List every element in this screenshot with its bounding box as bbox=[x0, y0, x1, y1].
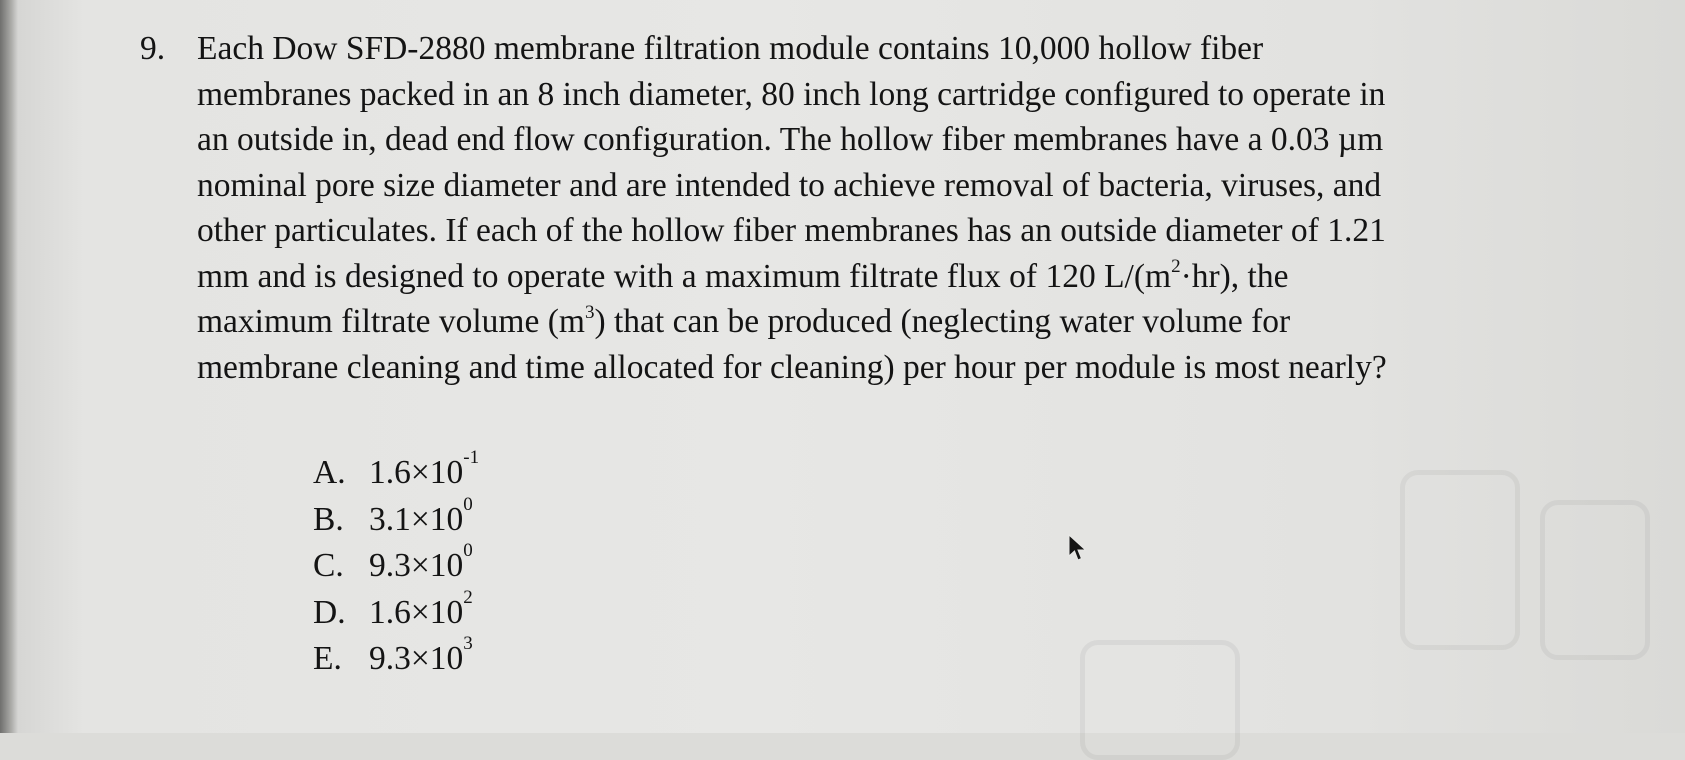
option-exponent: 3 bbox=[463, 633, 473, 654]
question-block bbox=[140, 26, 1560, 390]
option-mantissa: 1.6×10 bbox=[369, 454, 464, 491]
option-e bbox=[313, 633, 479, 683]
line-text: ·hr), the bbox=[1180, 257, 1289, 295]
option-b bbox=[313, 493, 479, 544]
question-line: membrane cleaning and time allocated for cleaning) per hour per module is most nearly? bbox=[197, 348, 1387, 386]
question-line: an outside in, dead end flow configuration. The hollow fiber membranes have a 0.03 µm bbox=[197, 121, 1384, 158]
question-number: 9. bbox=[140, 30, 166, 67]
option-exponent: 0 bbox=[463, 493, 473, 515]
option-a bbox=[313, 447, 480, 497]
option-exponent: 2 bbox=[463, 586, 473, 608]
show-through-mark bbox=[1400, 470, 1520, 650]
option-c bbox=[313, 540, 479, 590]
option-exponent: -1 bbox=[463, 447, 480, 468]
superscript: 2 bbox=[1171, 256, 1181, 278]
line-text: ) that can be produced (neglecting water volume for bbox=[594, 303, 1291, 340]
option-letter: A. bbox=[313, 454, 346, 491]
mouse-pointer-icon bbox=[1067, 534, 1091, 562]
show-through-mark bbox=[1080, 640, 1240, 760]
option-letter: B. bbox=[313, 500, 344, 538]
option-mantissa: 9.3×10 bbox=[369, 640, 464, 677]
answer-options bbox=[313, 447, 480, 683]
option-letter: E. bbox=[313, 640, 342, 677]
line-text: mm and is designed to operate with a maximum filtrate flux of 120 L/(m bbox=[197, 257, 1172, 295]
option-mantissa: 9.3×10 bbox=[369, 547, 464, 584]
line-text: maximum filtrate volume (m bbox=[197, 303, 585, 340]
option-exponent: 0 bbox=[463, 540, 473, 561]
question-line bbox=[197, 299, 1560, 345]
question-line: nominal pore size diameter and are intended to achieve removal of bacteria, viruses, and bbox=[197, 166, 1382, 204]
question-line: Each Dow SFD-2880 membrane filtration module contains 10,000 hollow fiber bbox=[197, 30, 1264, 67]
question-line bbox=[197, 254, 1560, 300]
question-line: other particulates. If each of the hollow fiber membranes has an outside diameter of 1.21 bbox=[197, 212, 1386, 249]
option-mantissa: 1.6×10 bbox=[369, 593, 464, 631]
question-text bbox=[197, 26, 1560, 390]
option-letter: C. bbox=[313, 547, 344, 584]
question-line: membranes packed in an 8 inch diameter, 80 inch long cartridge configured to operate in bbox=[197, 75, 1386, 113]
option-mantissa: 3.1×10 bbox=[369, 500, 464, 538]
option-d bbox=[313, 586, 479, 637]
superscript: 3 bbox=[584, 301, 595, 323]
option-letter: D. bbox=[313, 593, 346, 631]
show-through-mark bbox=[1540, 500, 1650, 660]
page-shadow-edge bbox=[0, 0, 18, 733]
